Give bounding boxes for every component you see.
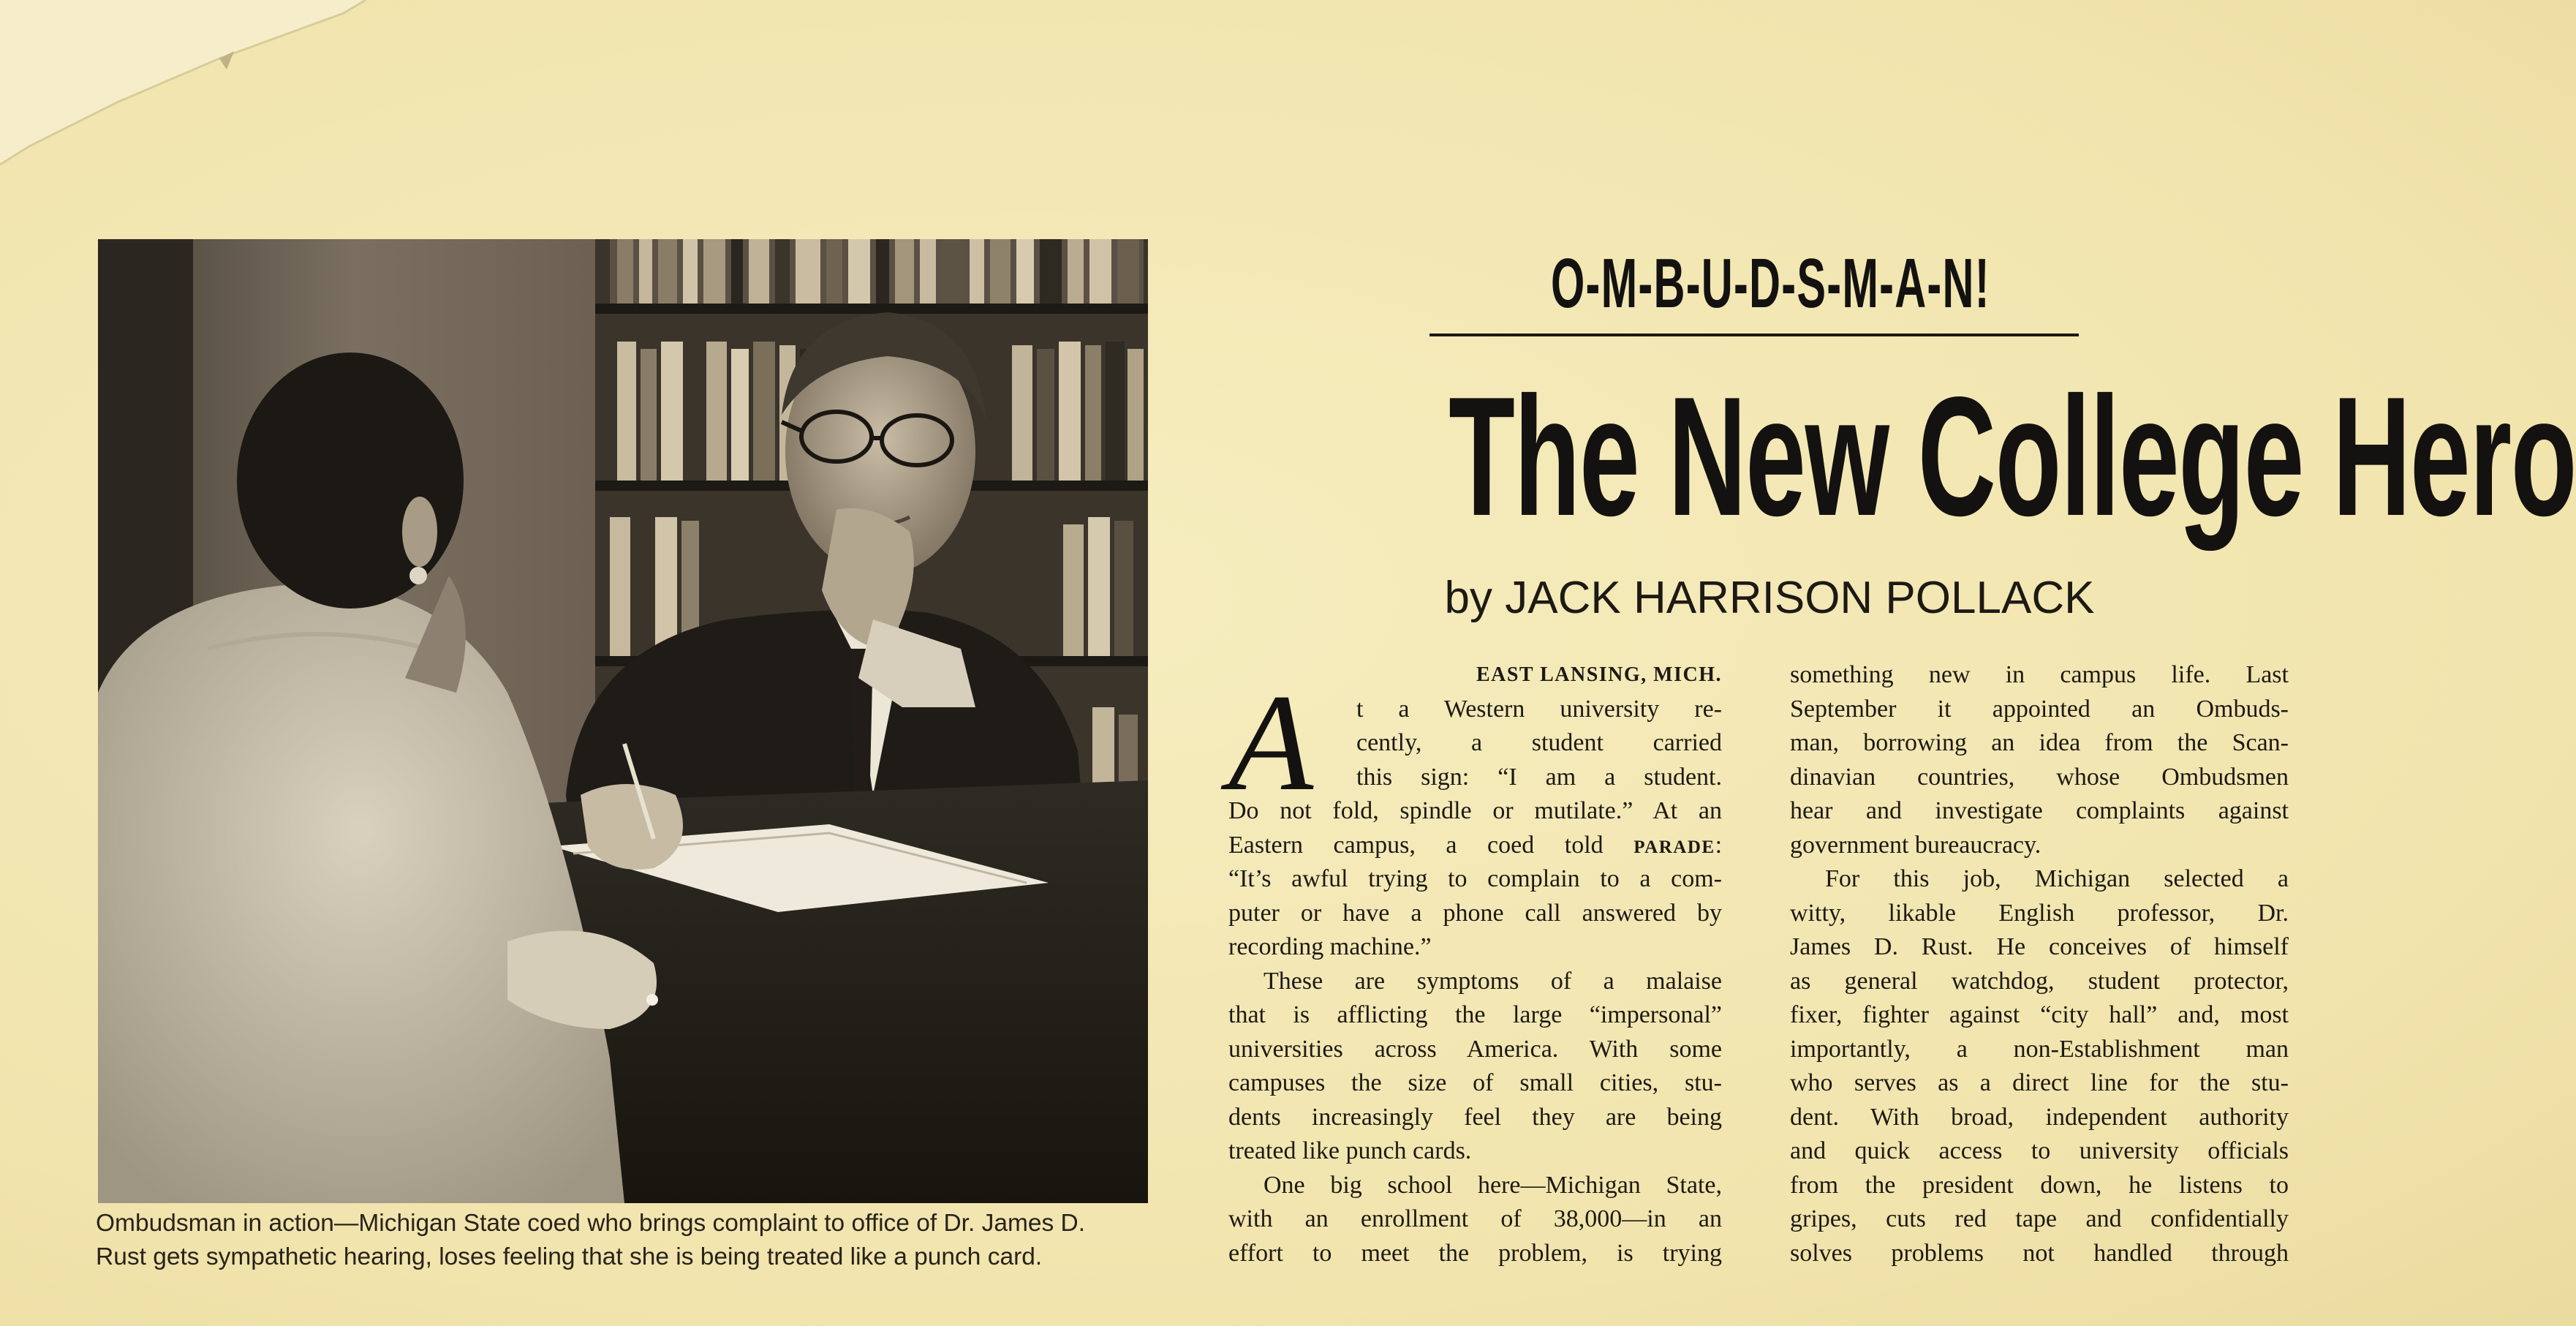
text-line: “It’s awful trying to complain to a com- — [1228, 865, 1722, 892]
text-line: with an enrollment of 38,000—in an — [1228, 1205, 1722, 1232]
text-line: These are symptoms of a malaise — [1264, 967, 1722, 995]
article-column-1 — [1228, 658, 1722, 1270]
text-segment: : — [1715, 831, 1723, 859]
text-segment: Eastern campus, a coed told — [1228, 831, 1604, 859]
text-line: treated like punch cards. — [1228, 1137, 1472, 1164]
text-line: James D. Rust. He conceives of himself — [1790, 933, 2289, 960]
drop-cap: A — [1228, 666, 1314, 820]
text-line: importantly, a non-Establishment man — [1790, 1035, 2289, 1063]
text-line: man, borrowing an idea from the Scan- — [1790, 729, 2289, 756]
article-byline: by JACK HARRISON POLLACK — [1444, 573, 2095, 623]
text-line: this sign: “I am a student. — [1356, 763, 1722, 791]
text-line: recording machine.” — [1228, 933, 1432, 960]
text-line: dinavian countries, whose Ombudsmen — [1790, 763, 2289, 791]
text-line: witty, likable English professor, Dr. — [1790, 899, 2289, 927]
text-line: fixer, fighter against “city hall” and, most — [1790, 1001, 2289, 1028]
text-line: gripes, cuts red tape and confidentially — [1790, 1205, 2289, 1232]
text-line: cently, a student carried — [1356, 729, 1722, 756]
text-line: universities across America. With some — [1228, 1035, 1722, 1063]
article-column-2 — [1790, 658, 2289, 1270]
article-headline: The New College Hero — [1448, 362, 2576, 551]
kicker-rule — [1429, 334, 2079, 336]
text-line: solves problems not handled through — [1790, 1239, 2289, 1267]
text-line: from the president down, he listens to — [1790, 1171, 2289, 1199]
caption-line: Rust gets sympathetic hearing, loses feeling that she is being treated like a punch card. — [96, 1243, 1043, 1270]
text-line: effort to meet the problem, is trying — [1228, 1239, 1722, 1267]
small-caps-text: PARADE — [1633, 837, 1715, 857]
text-line — [1228, 829, 1722, 863]
text-line: September it appointed an Ombuds- — [1790, 695, 2289, 723]
text-line: that is afflicting the large “impersonal” — [1228, 1001, 1722, 1028]
text-line: One big school here—Michigan State, — [1264, 1171, 1722, 1199]
text-line: hear and investigate complaints against — [1790, 797, 2289, 824]
text-line: Do not fold, spindle or mutilate.” At an — [1228, 797, 1722, 824]
text-line: dent. With broad, independent authority — [1790, 1103, 2289, 1131]
text-line: dents increasingly feel they are being — [1228, 1103, 1722, 1131]
text-line: who serves as a direct line for the stu- — [1790, 1069, 2289, 1096]
article-photo — [98, 239, 1148, 1203]
text-line: as general watchdog, student protector, — [1790, 967, 2289, 995]
text-line: something new in campus life. Last — [1790, 661, 2289, 688]
text-line: puter or have a phone call answered by — [1228, 899, 1722, 927]
text-line: For this job, Michigan selected a — [1825, 865, 2289, 892]
photo-caption — [96, 1207, 1163, 1274]
text-line: government bureaucracy. — [1790, 831, 2041, 859]
folded-corner — [0, 0, 380, 168]
text-line: and quick access to university officials — [1790, 1137, 2289, 1164]
text-line: campuses the size of small cities, stu- — [1228, 1069, 1722, 1096]
dateline: EAST LANSING, MICH. — [1476, 663, 1722, 686]
caption-line: Ombudsman in action—Michigan State coed who brings complaint to office of Dr. James D. — [96, 1210, 1086, 1237]
text-line: t a Western university re- — [1356, 695, 1722, 723]
article-kicker: O-M-B-U-D-S-M-A-N! — [1551, 244, 1990, 323]
